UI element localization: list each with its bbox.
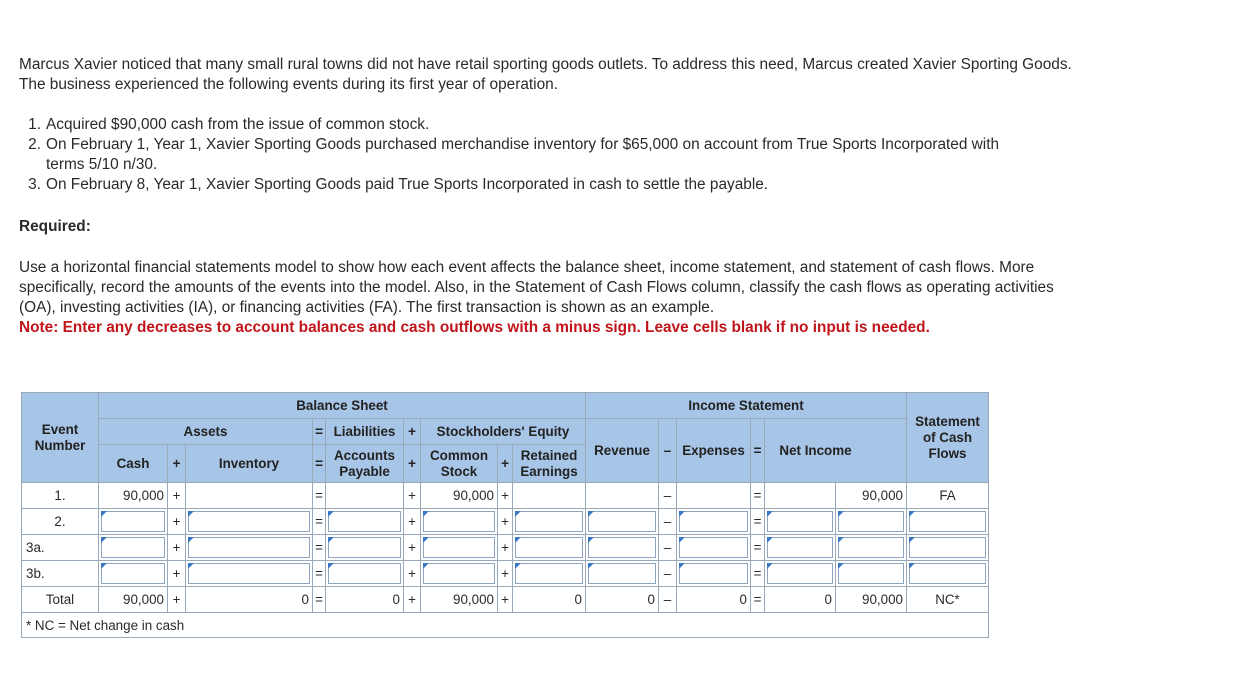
net-income-input[interactable]	[765, 535, 836, 561]
inventory-total: 0	[186, 587, 313, 613]
retained-earnings-total: 0	[513, 587, 586, 613]
cash-flow-input-field[interactable]	[838, 511, 904, 532]
common-stock-header: Common Stock	[421, 445, 498, 483]
minus-operator: –	[659, 535, 677, 561]
equals-operator: =	[313, 509, 326, 535]
equals-operator: =	[313, 561, 326, 587]
event-text: On February 8, Year 1, Xavier Sporting Goods paid True Sports Incorporated in cash to settle the payable.	[46, 176, 769, 193]
common-stock-input[interactable]	[421, 561, 498, 587]
expenses-input-field[interactable]	[679, 511, 748, 532]
net-income-header: Net Income	[765, 419, 907, 483]
inventory-value	[186, 483, 313, 509]
table-row	[22, 483, 989, 509]
row-label: Total	[22, 587, 99, 613]
revenue-input[interactable]	[586, 535, 659, 561]
cash-flow-input[interactable]	[836, 509, 907, 535]
retained-earnings-input[interactable]	[513, 561, 586, 587]
plus-operator: +	[404, 419, 421, 445]
classification-input-field[interactable]	[909, 537, 986, 558]
plus-operator: +	[168, 535, 186, 561]
plus-operator: +	[168, 509, 186, 535]
revenue-value	[586, 483, 659, 509]
retained-earnings-input-field[interactable]	[515, 511, 583, 532]
expenses-input[interactable]	[677, 509, 751, 535]
event-item	[19, 115, 1079, 135]
problem-text	[19, 55, 1079, 338]
stockholders-equity-header: Stockholders' Equity	[421, 419, 586, 445]
net-income-value	[765, 483, 836, 509]
cash-flow-value: 90,000	[836, 483, 907, 509]
plus-operator: +	[168, 483, 186, 509]
cash-flow-input-field[interactable]	[838, 563, 904, 584]
accounts-payable-input[interactable]	[326, 509, 404, 535]
cash-input[interactable]	[99, 561, 168, 587]
accounts-payable-input-field[interactable]	[328, 537, 401, 558]
retained-earnings-input-field[interactable]	[515, 537, 583, 558]
plus-operator: +	[168, 587, 186, 613]
cash-flows-header: Statement of Cash Flows	[907, 393, 989, 483]
accounts-payable-header: Accounts Payable	[326, 445, 404, 483]
cash-flow-classification: FA	[907, 483, 989, 509]
event-number: 3.	[28, 176, 41, 193]
cash-header: Cash	[99, 445, 168, 483]
income-statement-header: Income Statement	[586, 393, 907, 419]
equals-operator: =	[751, 561, 765, 587]
note-text: Note: Enter any decreases to account balances and cash outflows with a minus sign. Leave cells blank if no input is needed.	[19, 319, 930, 336]
net-income-input-field[interactable]	[767, 563, 833, 584]
plus-operator: +	[498, 587, 513, 613]
row-label: 1.	[22, 483, 99, 509]
net-income-input[interactable]	[765, 561, 836, 587]
equals-operator: =	[313, 535, 326, 561]
equals-operator: =	[751, 535, 765, 561]
accounts-payable-input-field[interactable]	[328, 563, 401, 584]
cash-flow-total: 90,000	[836, 587, 907, 613]
retained-earnings-input[interactable]	[513, 535, 586, 561]
revenue-total: 0	[586, 587, 659, 613]
cash-input-field[interactable]	[101, 537, 165, 558]
retained-earnings-input-field[interactable]	[515, 563, 583, 584]
accounts-payable-value	[326, 483, 404, 509]
net-income-input-field[interactable]	[767, 511, 833, 532]
plus-operator: +	[498, 535, 513, 561]
horizontal-statements-model	[21, 392, 989, 638]
plus-operator: +	[404, 445, 421, 483]
plus-operator: +	[168, 445, 186, 483]
inventory-input-field[interactable]	[188, 563, 310, 584]
expenses-value	[677, 483, 751, 509]
plus-operator: +	[404, 509, 421, 535]
event-item	[19, 175, 1079, 195]
accounts-payable-input-field[interactable]	[328, 511, 401, 532]
common-stock-value: 90,000	[421, 483, 498, 509]
revenue-input[interactable]	[586, 509, 659, 535]
revenue-input-field[interactable]	[588, 537, 656, 558]
event-text: Acquired $90,000 cash from the issue of common stock.	[46, 116, 430, 133]
common-stock-input-field[interactable]	[423, 563, 495, 584]
cash-total: 90,000	[99, 587, 168, 613]
equals-operator: =	[313, 419, 326, 445]
plus-operator: +	[498, 483, 513, 509]
inventory-input[interactable]	[186, 535, 313, 561]
event-item	[19, 135, 1079, 175]
equals-operator: =	[313, 483, 326, 509]
expenses-total: 0	[677, 587, 751, 613]
liabilities-header: Liabilities	[326, 419, 404, 445]
expenses-input[interactable]	[677, 561, 751, 587]
classification-input-field[interactable]	[909, 511, 986, 532]
expenses-input-field[interactable]	[679, 537, 748, 558]
cash-input[interactable]	[99, 509, 168, 535]
plus-operator: +	[404, 483, 421, 509]
minus-operator: –	[659, 587, 677, 613]
revenue-header: Revenue	[586, 419, 659, 483]
classification-input[interactable]	[907, 561, 989, 587]
plus-operator: +	[168, 561, 186, 587]
expenses-header: Expenses	[677, 419, 751, 483]
equals-operator: =	[751, 587, 765, 613]
inventory-input-field[interactable]	[188, 537, 310, 558]
cash-input-field[interactable]	[101, 563, 165, 584]
footnote: * NC = Net change in cash	[22, 613, 989, 638]
cash-flow-input-field[interactable]	[838, 537, 904, 558]
common-stock-input-field[interactable]	[423, 511, 495, 532]
event-number-header: Event Number	[22, 393, 99, 483]
common-stock-input[interactable]	[421, 509, 498, 535]
plus-operator: +	[498, 509, 513, 535]
instructions-paragraph: Use a horizontal financial statements model to show how each event affects the balance sheet, income statement, and statement of cash flows. More specifically, record the amounts of the events into the model. Also, in the Statement of Cash Flows column, classify the cash flows as operating activities (OA), investing activities (IA), or financing activities (FA). The first transaction is shown as an example.	[19, 259, 1054, 316]
required-heading: Required:	[19, 218, 91, 235]
row-label: 2.	[22, 509, 99, 535]
common-stock-total: 90,000	[421, 587, 498, 613]
inventory-input[interactable]	[186, 509, 313, 535]
minus-operator: –	[659, 509, 677, 535]
intro-paragraph: Marcus Xavier noticed that many small rural towns did not have retail sporting goods outlets. To address this need, Marcus created Xavier Sporting Goods. The business experienced the following events during its first year of operation.	[19, 56, 1072, 93]
minus-operator: –	[659, 483, 677, 509]
cash-flow-input[interactable]	[836, 561, 907, 587]
cash-value: 90,000	[99, 483, 168, 509]
classification-input[interactable]	[907, 535, 989, 561]
plus-operator: +	[404, 561, 421, 587]
event-text: On February 1, Year 1, Xavier Sporting Goods purchased merchandise inventory for $65,000 on account from True Sports Incorporated with terms 5/10 n/30.	[46, 136, 1000, 173]
inventory-header: Inventory	[186, 445, 313, 483]
net-income-input-field[interactable]	[767, 537, 833, 558]
accounts-payable-input[interactable]	[326, 535, 404, 561]
cash-flow-total-classification: NC*	[907, 587, 989, 613]
common-stock-input-field[interactable]	[423, 537, 495, 558]
minus-operator: –	[659, 419, 677, 483]
revenue-input-field[interactable]	[588, 511, 656, 532]
event-list	[19, 115, 1079, 195]
balance-sheet-header: Balance Sheet	[99, 393, 586, 419]
equals-operator: =	[751, 509, 765, 535]
revenue-input[interactable]	[586, 561, 659, 587]
cash-flow-input[interactable]	[836, 535, 907, 561]
row-label: 3b.	[22, 561, 99, 587]
plus-operator: +	[404, 535, 421, 561]
retained-earnings-value	[513, 483, 586, 509]
assets-header: Assets	[99, 419, 313, 445]
retained-earnings-input[interactable]	[513, 509, 586, 535]
plus-operator: +	[498, 445, 513, 483]
equals-operator: =	[751, 419, 765, 483]
common-stock-input[interactable]	[421, 535, 498, 561]
table-row	[22, 509, 989, 535]
expenses-input[interactable]	[677, 535, 751, 561]
classification-input-field[interactable]	[909, 563, 986, 584]
equals-operator: =	[313, 445, 326, 483]
table-row	[22, 561, 989, 587]
plus-operator: +	[498, 561, 513, 587]
total-row	[22, 587, 989, 613]
equals-operator: =	[751, 483, 765, 509]
retained-earnings-header: Retained Earnings	[513, 445, 586, 483]
cash-input-field[interactable]	[101, 511, 165, 532]
expenses-input-field[interactable]	[679, 563, 748, 584]
net-income-input[interactable]	[765, 509, 836, 535]
accounts-payable-total: 0	[326, 587, 404, 613]
minus-operator: –	[659, 561, 677, 587]
row-label: 3a.	[22, 535, 99, 561]
event-number: 2.	[28, 136, 41, 153]
net-income-total: 0	[765, 587, 836, 613]
revenue-input-field[interactable]	[588, 563, 656, 584]
inventory-input-field[interactable]	[188, 511, 310, 532]
table-row	[22, 535, 989, 561]
inventory-input[interactable]	[186, 561, 313, 587]
equals-operator: =	[313, 587, 326, 613]
cash-input[interactable]	[99, 535, 168, 561]
event-number: 1.	[28, 116, 41, 133]
accounts-payable-input[interactable]	[326, 561, 404, 587]
plus-operator: +	[404, 587, 421, 613]
classification-input[interactable]	[907, 509, 989, 535]
